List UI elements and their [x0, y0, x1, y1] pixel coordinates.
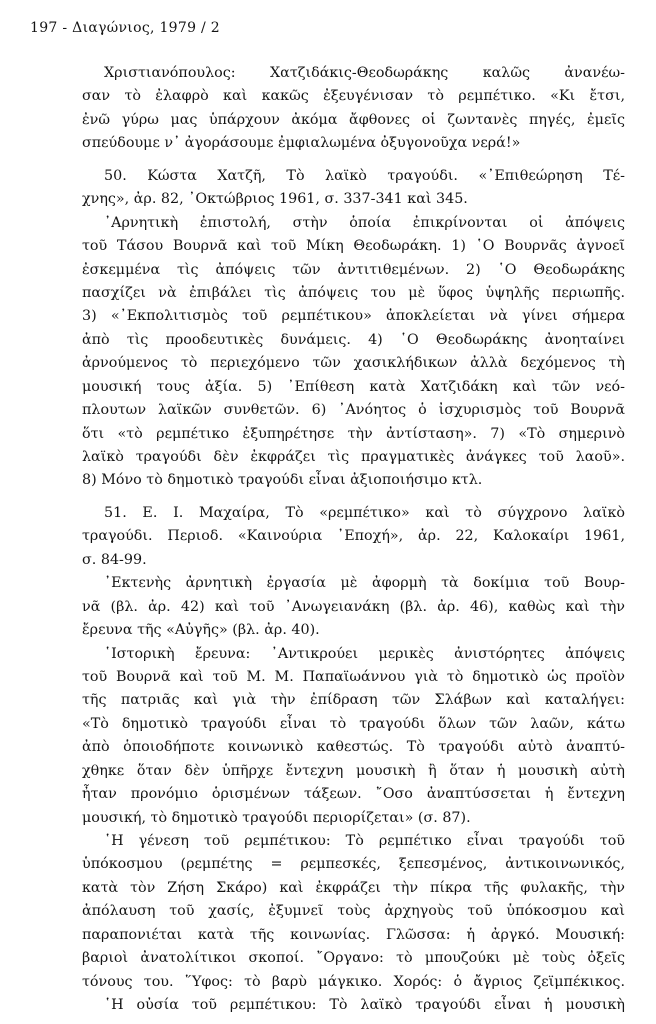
text-line: ἐνῶ γύρω μας ὑπάρχουν ἀκόμα ἄφθονες οἱ ζωντανὲς πηγές, ἐμεῖς [82, 111, 625, 128]
text-line: τραγούδι. Περιοδ. «Καινούρια ᾽Εποχή», ἀρ. 22, Καλοκαίρι 1961, [82, 528, 625, 545]
entry-gap [82, 493, 625, 502]
text-line: «Τὸ δημοτικὸ τραγούδι εἶναι τὸ τραγούδι ὅλων τῶν λαῶν, κάτω [82, 715, 625, 732]
text-line: σπεύδουμε ν᾽ ἀγοράσουμε ἐμφιαλωμένα ὀξυγονοῦχα νερά!» [82, 135, 521, 152]
text-line: βαριοὶ ἀνατολίτικοι σκοποί. ῎Οργανο: τὸ μπουζούκι μὲ τοὺς ὀξεῖς [82, 950, 625, 967]
text-line: πλουτων λαϊκῶν συνθετῶν. 6) ᾽Ανόητος ὁ ἰσχυρισμὸς τοῦ Βουρνᾶ [82, 402, 625, 419]
body-text [82, 62, 625, 1018]
text-line: τοῦ Βουρνᾶ καὶ τοῦ Μ. Μ. Παπαϊωάννου γιὰ τὸ δημοτικὸ ὡς προϊὸν [82, 668, 625, 685]
text-line: 51. Ε. Ι. Μαχαίρα, Τὸ «ρεμπέτικο» καὶ τὸ σύγχρονο λαϊκὸ [104, 504, 625, 521]
text-line: τοῦ Τάσου Βουρνᾶ καὶ τοῦ Μίκη Θεοδωράκη. 1) ῾Ο Βουρνᾶς ἀγνοεῖ [82, 238, 625, 255]
text-line: τῆς πατριᾶς καὶ γιὰ τὴν ἐπίδραση τῶν Σλάβων καὶ καταλήγει: [82, 692, 625, 709]
text-line: χνης», ἀρ. 82, ᾽Οκτώβριος 1961, σ. 337-341 καὶ 345. [82, 191, 468, 208]
text-line: ὑπόκοσμου (ρεμπέτης = ρεμπεσκές, ξεπεσμένος, ἀντικοινωνικός, [82, 856, 625, 873]
text-line: σαν τὸ ἐλαφρὸ καὶ κακῶς ἐξευγένισαν τὸ ρεμπέτικο. «Κι ἔτσι, [82, 88, 625, 105]
text-line: ἀπὸ ὁποιοδήποτε κοινωνικὸ καθεστώς. Τὸ τραγούδι αὐτὸ ἀναπτύ- [82, 739, 625, 756]
text-line: παραπονιέται κατὰ τῆς κοινωνίας. Γλῶσσα: ἡ ἀργκό. Μουσική: [82, 926, 625, 943]
text-line: ἀπὸ τὶς προοδευτικὲς δυνάμεις. 4) ῾Ο Θεοδωράκης ἀνοηταίνει [82, 331, 625, 348]
text-line: ἦταν προνόμιο ὁρισμένων τάξεων. ῎Οσο ἀναπτύσσεται ἡ ἔντεχνη [82, 786, 625, 803]
text-line: λαϊκὸ τραγούδι δὲν ἐκφράζει τὶς πραγματικὲς ἀνάγκες τοῦ λαοῦ». [82, 449, 625, 465]
text-line: 3) «᾽Εκπολιτισμὸς τοῦ ρεμπέτικου» ἀποκλείεται νὰ γίνει σήμερα [82, 308, 625, 325]
text-line: ῾Η γένεση τοῦ ρεμπέτικου: Τὸ ρεμπέτικο εἶναι τραγούδι τοῦ [104, 833, 625, 849]
text-line: χθηκε ὅταν δὲν ὑπῆρχε ἔντεχνη μουσικὴ ἢ ὅταν ἡ μουσικὴ αὐτὴ [82, 762, 625, 779]
text-line: ἀρνούμενος τὸ περιεχόμενο τῶν χασικλήδικων ἀλλὰ δεχόμενος τὴ [82, 355, 625, 372]
text-line: ἀπόλαυση τοῦ χασίς, ἐξυμνεῖ τοὺς ἀρχηγοὺς τοῦ ὑπόκοσμου καὶ [82, 903, 625, 920]
text-line: σ. 84-99. [82, 551, 147, 568]
text-line: μουσική τους ἀξία. 5) ᾽Επίθεση κατὰ Χατζιδάκη καὶ τῶν νεό- [82, 378, 625, 395]
text-line: πασχίζει νὰ ἐπιβάλει τὶς ἀπόψεις του μὲ ὕφος ὑψηλῆς περιωπῆς. [82, 284, 625, 301]
text-line: 50. Κώστα Χατζῆ, Τὸ λαϊκὸ τραγούδι. «᾽Επιθεώρηση Τέ- [104, 167, 625, 184]
entry-gap [82, 156, 625, 165]
text-line: τόνους του. ῞Υφος: τὸ βαρὺ μάγκικο. Χορός: ὁ ἄγριος ζεϊμπέκικος. [82, 973, 625, 990]
text-line: Χριστιανόπουλος: Χατζιδάκις-Θεοδωράκης καλῶς ἀνανέω- [104, 65, 625, 81]
text-line: ὅτι «τὸ ρεμπέτικο ἐξυπηρέτησε τὴν ἀντίσταση». 7) «Τὸ σημερινὸ [82, 425, 625, 442]
text-line: ᾽Αρνητικὴ ἐπιστολή, στὴν ὁποία ἐπικρίνονται οἱ ἀπόψεις [104, 214, 625, 231]
text-line: ἐσκεμμένα τὶς ἀπόψεις τῶν ἀντιτιθεμένων. 2) ῾Ο Θεοδωράκης [82, 261, 625, 278]
text-line: 8) Μόνο τὸ δημοτικὸ τραγούδι εἶναι ἀξιοποιήσιμο κτλ. [82, 472, 483, 489]
text-line: μουσική, τὸ δημοτικὸ τραγούδι περιορίζεται» (σ. 87). [82, 809, 471, 826]
running-head: 197 - Διαγώνιος, 1979 / 2 [30, 20, 221, 36]
text-line: ἔρευνα τῆς «Αὐγῆς» (βλ. ἀρ. 40). [82, 622, 320, 639]
text-line: νᾶ (βλ. ἀρ. 42) καὶ τοῦ ᾽Ανωγειανάκη (βλ. ἀρ. 46), καθὼς καὶ τὴν [82, 598, 625, 615]
text-line: κατὰ τὸν Ζήση Σκάρο) καὶ ἐκφράζει τὴν πίκρα τῆς φυλακῆς, τὴν [82, 879, 625, 896]
text-line: ᾽Εκτενὴς ἀρνητικὴ ἐργασία μὲ ἀφορμὴ τὰ δοκίμια τοῦ Βουρ- [104, 575, 625, 592]
text-line: ῾Ιστορικὴ ἔρευνα: ᾽Αντικρούει μερικὲς ἀνιστόρητες ἀπόψεις [104, 645, 625, 662]
text-line: ῾Η οὐσία τοῦ ρεμπέτικου: Τὸ λαϊκὸ τραγούδι εἶναι ἡ μουσικὴ [104, 997, 625, 1014]
